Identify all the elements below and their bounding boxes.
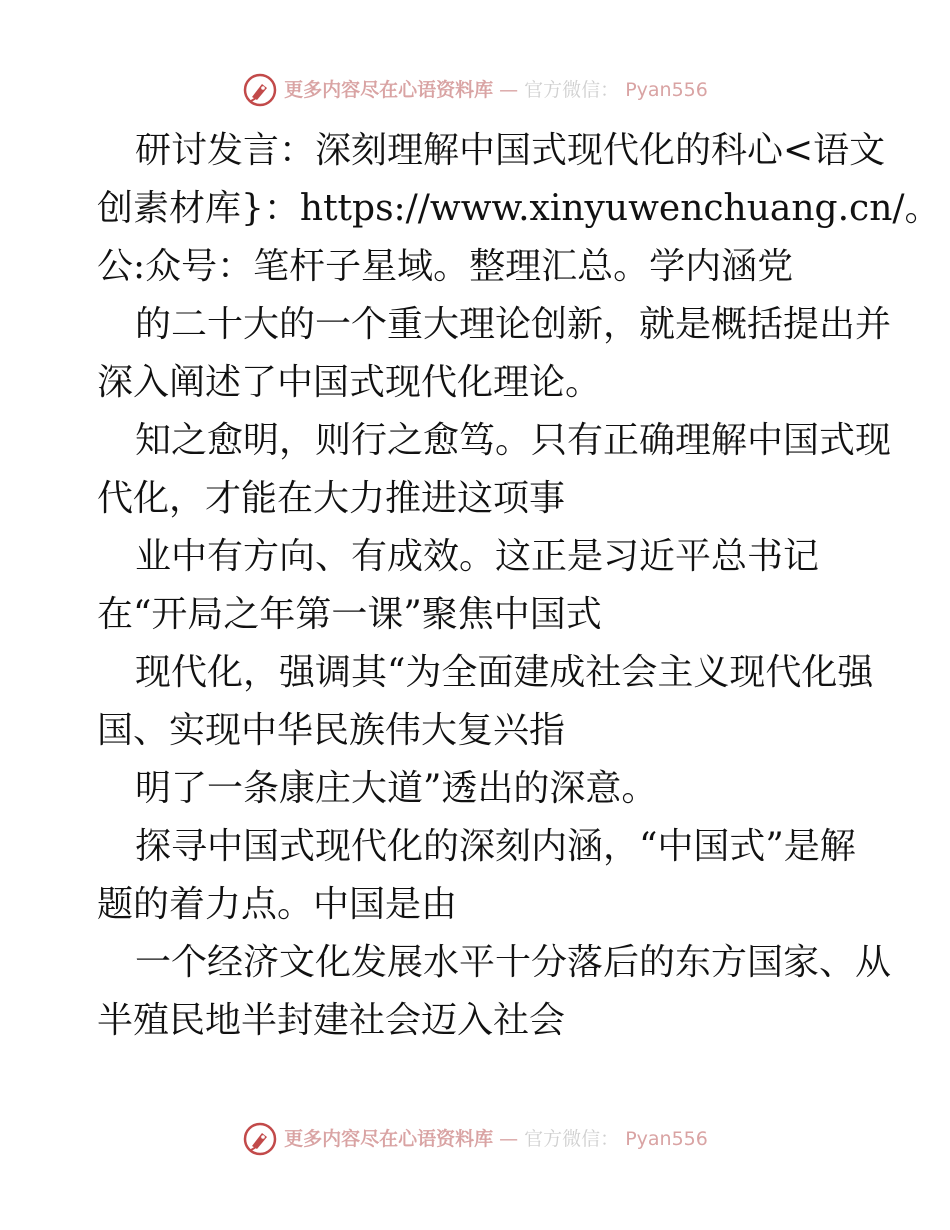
text-line: 探寻中国式现代化的深刻内涵，“中国式”是解 [135, 826, 856, 867]
text-line: 在“开局之年第一课”聚焦中国式 [97, 594, 602, 635]
text-line: 明了一条康庄大道”透出的深意。 [135, 768, 658, 809]
header-watermark [0, 70, 950, 110]
footer-watermark [0, 1119, 950, 1159]
text-line: 创素材库}：https://www.xinyuwenchuang.cn/。 [97, 188, 941, 229]
text-line: 公:众号：笔杆子星域。整理汇总。学内涵党 [97, 246, 794, 287]
watermark-wechat-label: 官方微信： [524, 78, 620, 101]
pen-nib-logo-icon [242, 72, 278, 108]
text-line: 知之愈明，则行之愈笃。只有正确理解中国式现 [135, 420, 892, 461]
text-line: 研讨发言：深刻理解中国式现代化的科心<语文 [135, 130, 886, 171]
text-line: 代化，才能在大力推进这项事 [97, 478, 566, 519]
text-line: 的二十大的一个重大理论创新，就是概括提出并 [135, 304, 892, 345]
text-line: 国、实现中华民族伟大复兴指 [97, 710, 566, 751]
watermark-dash: — [499, 78, 519, 101]
text-line: 题的着力点。中国是由 [97, 884, 458, 925]
watermark-wechat-id: Pyan556 [625, 1127, 708, 1150]
watermark-wechat-id: Pyan556 [625, 78, 708, 101]
text-line: 半殖民地半封建社会迈入社会 [97, 1000, 566, 1041]
text-line: 深入阐述了中国式现代化理论。 [97, 362, 602, 403]
pen-nib-logo-icon [242, 1121, 278, 1157]
watermark-brand-text: 更多内容尽在心语资料库 [284, 1127, 494, 1150]
text-line: 业中有方向、有成效。这正是习近平总书记 [135, 536, 820, 577]
watermark-dash: — [499, 1127, 519, 1150]
watermark-brand-text: 更多内容尽在心语资料库 [284, 78, 494, 101]
text-line: 现代化，强调其“为全面建成社会主义现代化强 [135, 652, 874, 693]
document-body [97, 122, 941, 1050]
watermark-wechat-label: 官方微信： [524, 1127, 620, 1150]
text-line: 一个经济文化发展水平十分落后的东方国家、从 [135, 942, 892, 983]
